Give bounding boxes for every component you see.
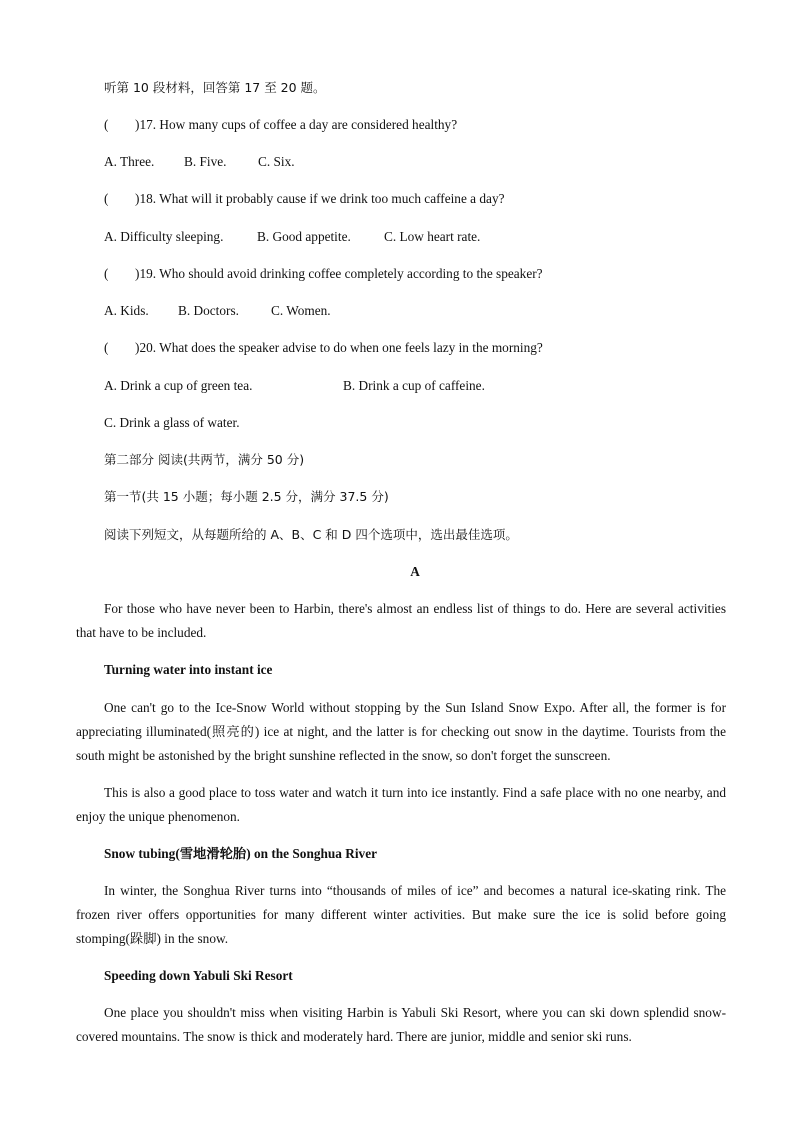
option-c-line <box>104 414 240 432</box>
passage-label: A <box>410 564 420 579</box>
options-19 <box>104 302 331 320</box>
answer-blank[interactable]: ( ) <box>104 191 140 206</box>
question-19 <box>104 265 543 283</box>
option-a[interactable]: A. Difficulty sleeping. <box>104 229 224 244</box>
paragraph-1: One can't go to the Ice-Snow World without stopping by the Sun Island Snow Expo. After all, the former is for appreciating illuminated(照亮的) ice at night, and the latter is for checking out snow in the daytime. Tourists from the south might be astonished by the bright sunshine reflected in the snow, so don't forget the sunscreen. <box>76 700 726 763</box>
answer-blank[interactable]: ( ) <box>104 340 140 355</box>
option-c[interactable]: C. Six. <box>258 154 295 169</box>
heading-snow-tubing: Snow tubing(雪地滑轮胎) on the Songhua River <box>104 846 378 861</box>
option-b[interactable]: B. Five. <box>184 154 227 169</box>
options-18 <box>104 228 480 246</box>
paragraph-4: One place you shouldn't miss when visiting Harbin is Yabuli Ski Resort, where you can ski down splendid snow-covered mountains. The snow is thick and moderately hard. There are junior, middle and senior ski runs. <box>76 1005 726 1044</box>
option-b[interactable]: B. Doctors. <box>178 303 239 318</box>
option-c[interactable]: C. Drink a glass of water. <box>104 415 240 430</box>
listening-intro: 听第 10 段材料，回答第 17 至 20 题。 <box>104 80 326 95</box>
part-title: 第二部分 阅读(共两节，满分 50 分) <box>104 452 305 467</box>
question-17 <box>104 116 457 134</box>
instruction: 阅读下列短文，从每题所给的 A、B、C 和 D 四个选项中，选出最佳选项。 <box>104 527 518 542</box>
option-a[interactable]: A. Kids. <box>104 303 149 318</box>
option-b[interactable]: B. Good appetite. <box>257 229 351 244</box>
intro-paragraph: For those who have never been to Harbin, there's almost an endless list of things to do. Here are several activities that have to be included. <box>76 601 726 640</box>
option-a[interactable]: A. Drink a cup of green tea. <box>104 378 253 393</box>
question-18 <box>104 190 505 208</box>
option-c[interactable]: C. Low heart rate. <box>384 229 481 244</box>
section-title: 第一节(共 15 小题；每小题 2.5 分，满分 37.5 分) <box>104 489 389 504</box>
question-text: 17. How many cups of coffee a day are considered healthy? <box>139 117 458 132</box>
question-20 <box>104 339 543 357</box>
option-b[interactable]: B. Drink a cup of caffeine. <box>343 378 485 393</box>
option-c[interactable]: C. Women. <box>271 303 331 318</box>
question-text: 20. What does the speaker advise to do when one feels lazy in the morning? <box>139 340 543 355</box>
option-a[interactable]: A. Three. <box>104 154 155 169</box>
paragraph-2: This is also a good place to toss water and watch it turn into ice instantly. Find a safe place with no one nearby, and enjoy the unique phenomenon. <box>76 785 726 824</box>
question-text: 18. What will it probably cause if we drink too much caffeine a day? <box>139 191 505 206</box>
options-17 <box>104 153 295 171</box>
answer-blank[interactable]: ( ) <box>104 117 140 132</box>
heading-instant-ice: Turning water into instant ice <box>104 662 273 677</box>
paragraph-3: In winter, the Songhua River turns into “thousands of miles of ice” and becomes a natural ice-skating rink. The frozen river offers opportunities for many different winter activities. But make sure the ice is solid before going stomping(跺脚) in the snow. <box>76 883 726 946</box>
answer-blank[interactable]: ( ) <box>104 266 140 281</box>
question-text: 19. Who should avoid drinking coffee completely according to the speaker? <box>139 266 543 281</box>
heading-yabuli: Speeding down Yabuli Ski Resort <box>104 968 293 983</box>
options-20 <box>104 377 485 395</box>
